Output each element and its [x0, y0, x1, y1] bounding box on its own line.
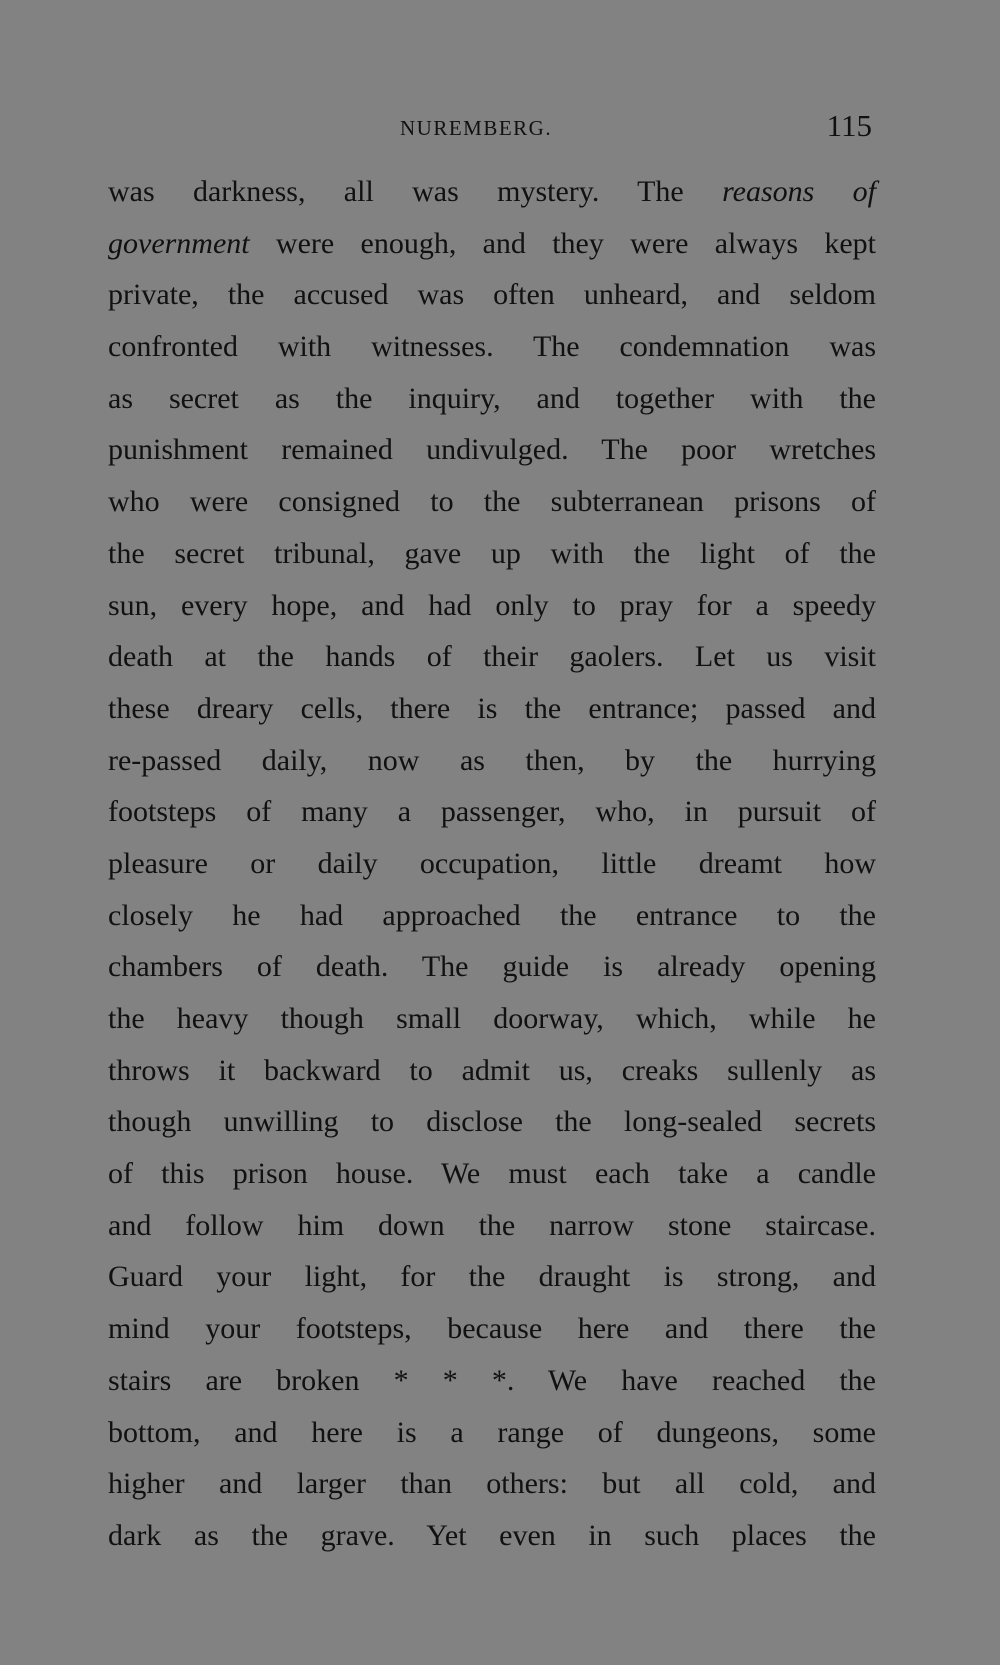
text-line: of this prison house. We must each take a candle — [108, 1157, 876, 1191]
text-line: dark as the grave. Yet even in such places the — [108, 1518, 876, 1552]
text-line: confronted with witnesses. The condemnation was — [108, 330, 876, 364]
text-line: private, the accused was often unheard, and seldom — [108, 278, 876, 312]
text-line: government were enough, and they were always kept — [108, 226, 876, 260]
text-line: as secret as the inquiry, and together with the — [108, 381, 876, 415]
text-line: stairs are broken * * *. We have reached the — [108, 1363, 876, 1397]
text-line: chambers of death. The guide is already opening — [108, 950, 876, 984]
text-line: was darkness, all was mystery. The reasons of — [108, 175, 876, 208]
text-line: though unwilling to disclose the long-sealed secrets — [108, 1105, 876, 1139]
text-line: mind your footsteps, because here and there the — [108, 1312, 876, 1346]
text-line: the heavy though small doorway, which, while he — [108, 1002, 876, 1035]
italic-phrase: government — [108, 226, 250, 260]
text-line: who were consigned to the subterranean prisons of — [108, 485, 876, 519]
text-line: death at the hands of their gaolers. Let us visit — [108, 640, 876, 674]
text-line: and follow him down the narrow stone staircase. — [108, 1208, 876, 1242]
text-line: the secret tribunal, gave up with the light of the — [108, 536, 876, 570]
running-head — [0, 108, 1000, 148]
page-number: 115 — [826, 108, 872, 143]
text-line: sun, every hope, and had only to pray for a speedy — [108, 588, 876, 622]
text-line: re-passed daily, now as then, by the hurrying — [108, 743, 876, 777]
text-line: punishment remained undivulged. The poor wretches — [108, 433, 876, 467]
text-line: these dreary cells, there is the entrance; passed and — [108, 691, 876, 725]
text-line: closely he had approached the entrance to the — [108, 898, 876, 932]
running-title: NUREMBERG. — [400, 116, 553, 140]
body-text — [108, 166, 876, 1562]
text-line: throws it backward to admit us, creaks sullenly as — [108, 1053, 876, 1087]
text-line: higher and larger than others: but all cold, and — [108, 1467, 876, 1501]
text-line: bottom, and here is a range of dungeons, some — [108, 1415, 876, 1449]
text-line: Guard your light, for the draught is strong, and — [108, 1260, 876, 1294]
text-line: pleasure or daily occupation, little dreamt how — [108, 846, 876, 880]
text-line: footsteps of many a passenger, who, in pursuit of — [108, 795, 876, 829]
italic-phrase: reasons of — [722, 175, 876, 208]
